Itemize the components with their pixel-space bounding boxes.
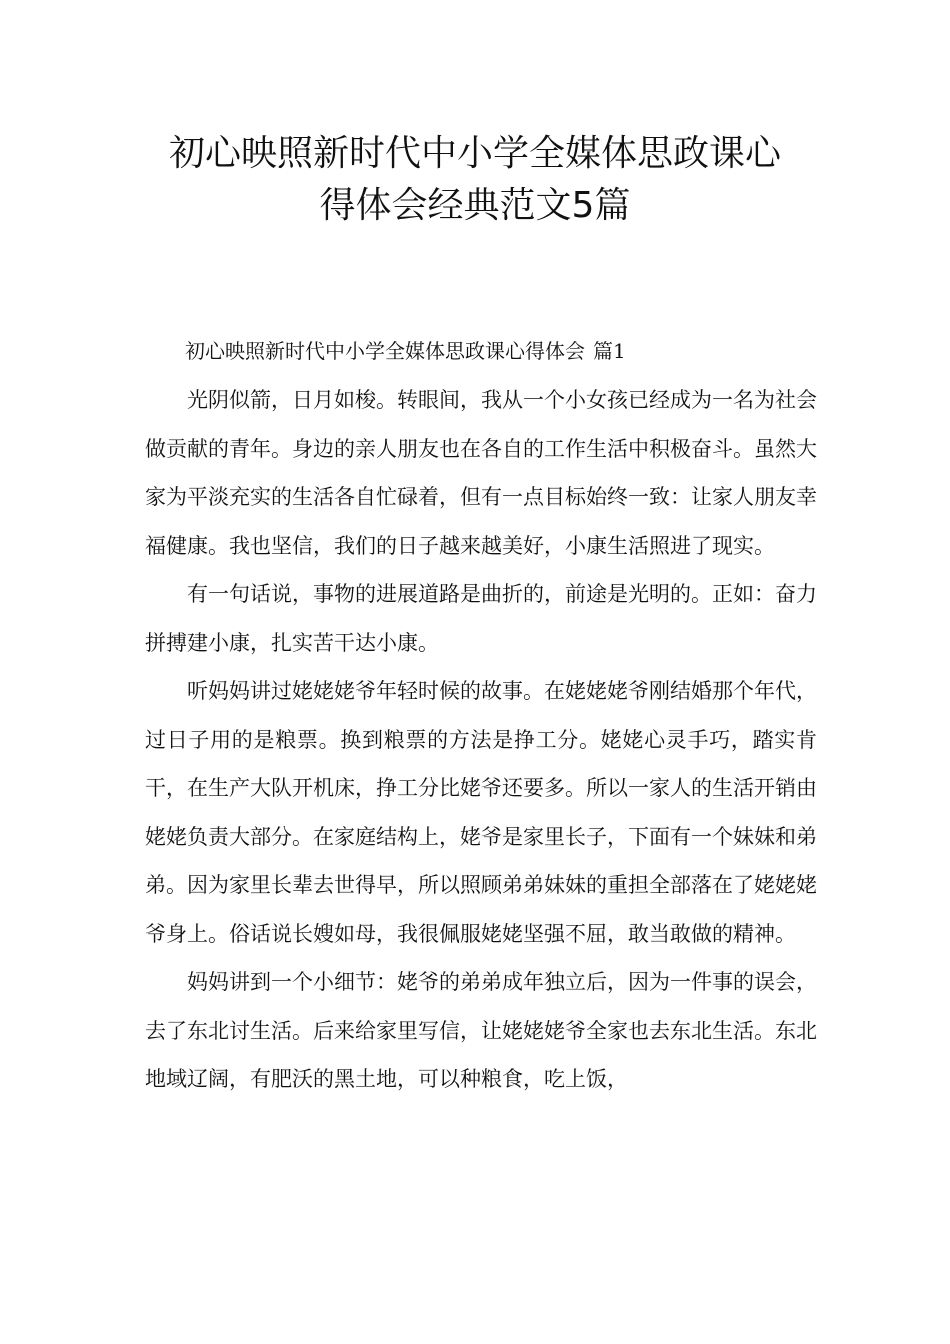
- paragraph-1: 光阴似箭，日月如梭。转眼间，我从一个小女孩已经成为一名为社会做贡献的青年。身边的亲人朋友也在各自的工作生活中积极奋斗。虽然大家为平淡充实的生活各自忙碌着，但有一点目标始终一致：让家人朋友幸福健康。我也坚信，我们的日子越来越美好，小康生活照进了现实。: [145, 388, 817, 558]
- paragraph-2: 有一句话说，事物的进展道路是曲折的，前途是光明的。正如：奋力拼搏建小康，扎实苦干达小康。: [145, 582, 817, 655]
- paragraph-4: 妈妈讲到一个小细节：姥爷的弟弟成年独立后，因为一件事的误会，去了东北讨生活。后来给家里写信，让姥姥姥爷全家也去东北生活。东北地域辽阔，有肥沃的黑土地，可以种粮食，吃上饭，: [145, 970, 817, 1091]
- title-line-2: 得体会经典范文5篇: [319, 185, 631, 226]
- section-heading: [145, 330, 817, 372]
- section-number-label: 篇1: [593, 339, 626, 363]
- paragraph-3: 听妈妈讲过姥姥姥爷年轻时候的故事。在姥姥姥爷刚结婚那个年代，过日子用的是粮票。换到粮票的方法是挣工分。姥姥心灵手巧，踏实肯干，在生产大队开机床，挣工分比姥爷还要多。所以一家人的生活开销由姥姥负责大部分。在家庭结构上，姥爷是家里长子，下面有一个妹妹和弟弟。因为家里长辈去世得早，所以照顾弟弟妹妹的重担全部落在了姥姥姥爷身上。俗话说长嫂如母，我很佩服姥姥坚强不屈，敢当敢做的精神。: [145, 679, 817, 946]
- section-heading-text: 初心映照新时代中小学全媒体思政课心得体会: [185, 339, 585, 363]
- document-body: [145, 330, 817, 1104]
- title-line-1: 初心映照新时代中小学全媒体思政课心: [168, 133, 781, 174]
- document-title: [100, 128, 850, 232]
